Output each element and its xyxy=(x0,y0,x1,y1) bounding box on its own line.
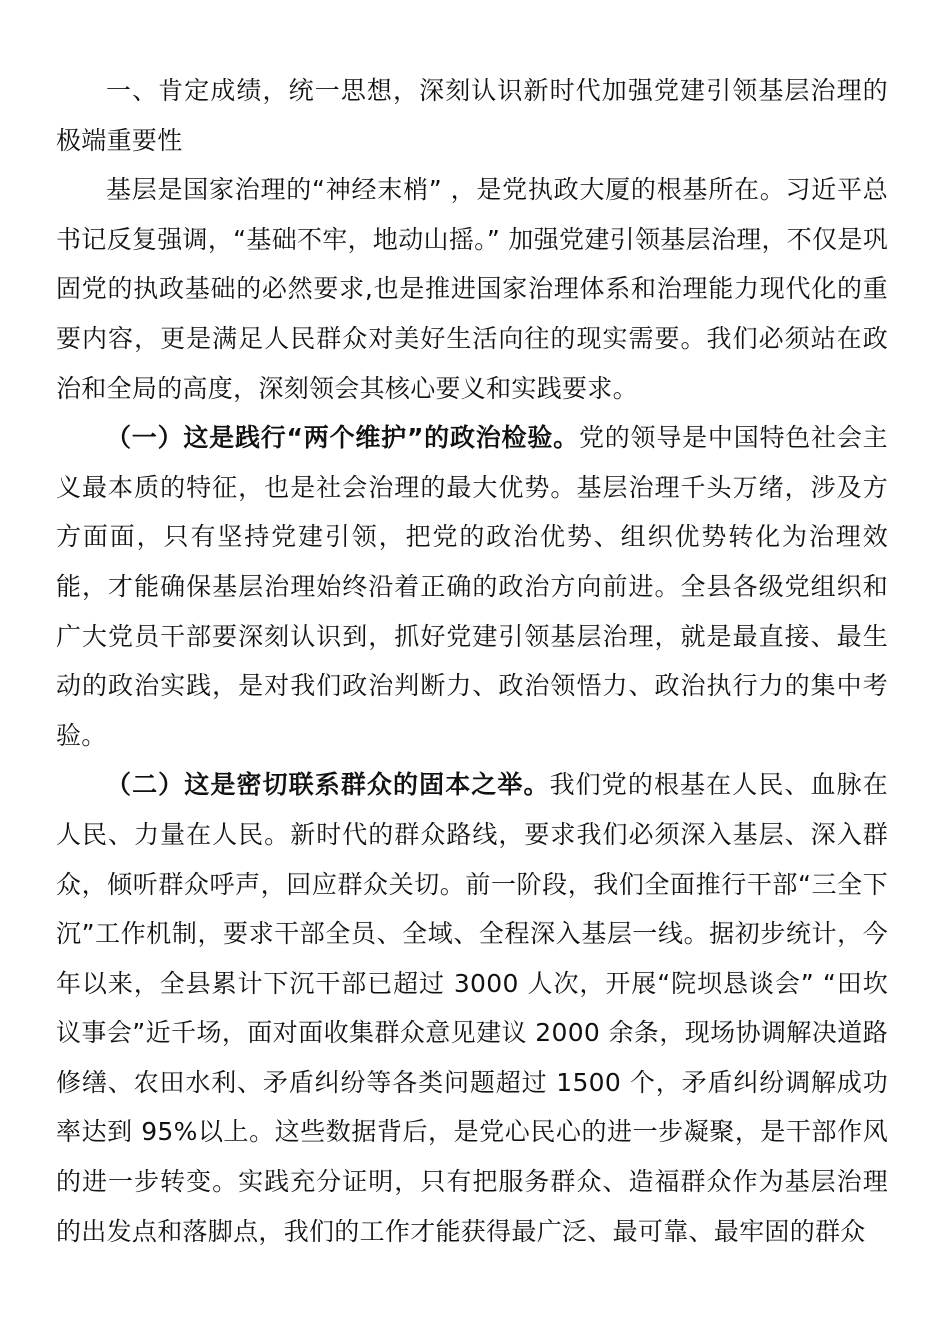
point-one-paragraph xyxy=(56,413,888,760)
point-one-body: 党的领导是中国特色社会主义最本质的特征，也是社会治理的最大优势。基层治理千头万绪，涉及方方面面，只有坚持党建引领，把党的政治优势、组织优势转化为治理效能，才能确保基层治理始终沿着正确的政治方向前进。全县各级党组织和广大党员干部要深刻认识到，抓好党建引领基层治理，就是最直接、最生动的政治实践，是对我们政治判断力、政治领悟力、政治执行力的集中考验。 xyxy=(56,423,888,750)
point-two-paragraph xyxy=(56,760,888,1256)
point-two-heading: （二）这是密切联系群众的固本之举。 xyxy=(106,770,550,800)
point-one-heading: （一）这是践行“两个维护”的政治检验。 xyxy=(106,423,579,453)
document-body xyxy=(56,66,888,1256)
intro-paragraph: 基层是国家治理的“神经末梢” ，是党执政大厦的根基所在。习近平总书记反复强调，“基础不牢，地动山摇。” 加强党建引领基层治理，不仅是巩固党的执政基础的必然要求,也是推进国家治理体系和治理能力现代化的重要内容，更是满足人民群众对美好生活向往的现实需要。我们必须站在政治和全局的高度，深刻领会其核心要义和实践要求。 xyxy=(56,175,888,403)
point-two-body: 我们党的根基在人民、血脉在人民、力量在人民。新时代的群众路线，要求我们必须深入基层、深入群众，倾听群众呼声，回应群众关切。前一阶段，我们全面推行干部“三全下沉”工作机制，要求干部全员、全域、全程深入基层一线。据初步统计，今年以来，全县累计下沉干部已超过 3000 人次，开展“院坝恳谈会” “田坎议事会”近千场，面对面收集群众意见建议 2000 余条，现场协调解决道路修缮、农田水利、矛盾纠纷等各类问题超过 1500 个，矛盾纠纷调解成功率达到 95%以上。这些数据背后，是党心民心的进一步凝聚，是干部作风的进一步转变。实践充分证明，只有把服务群众、造福群众作为基层治理的出发点和落脚点，我们的工作才能获得最广泛、最可靠、最牢固的群众 xyxy=(56,770,888,1246)
section-heading: 一、肯定成绩，统一思想，深刻认识新时代加强党建引领基层治理的极端重要性 xyxy=(56,76,888,155)
